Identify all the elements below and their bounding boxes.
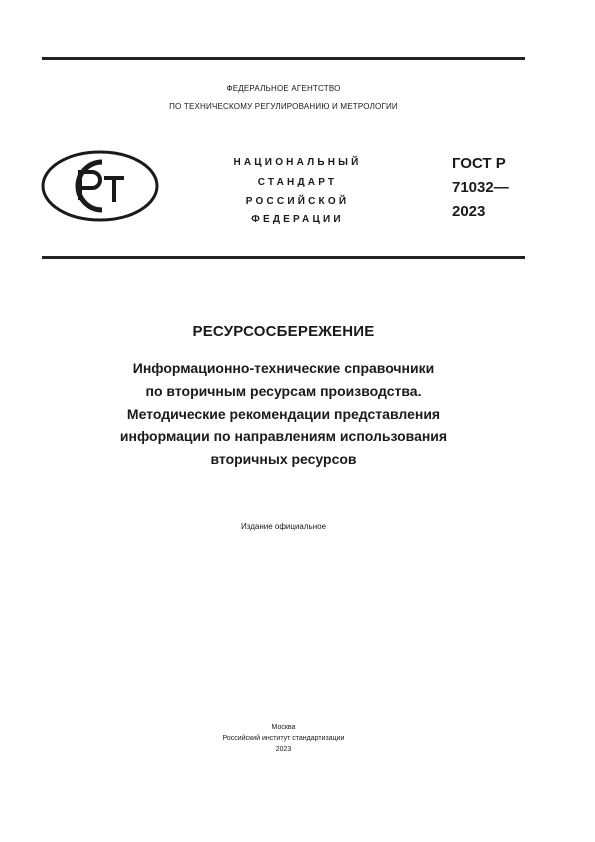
gost-r-logo-icon: [40, 148, 160, 224]
subtitle-line-3: Методические рекомендации представления: [126, 406, 441, 422]
imprint-year: 2023: [275, 746, 292, 753]
standard-line-2: СТАНДАРТ: [257, 177, 338, 188]
designation-line-1: ГОСТ Р: [452, 155, 506, 172]
subtitle-line-1: Информационно-технические справочники: [132, 360, 435, 376]
agency-name-line-2: ПО ТЕХНИЧЕСКОМУ РЕГУЛИРОВАНИЮ И МЕТРОЛОГИИ: [169, 102, 398, 111]
designation-line-2: 71032—: [452, 179, 509, 196]
header-bottom-rule: [42, 256, 525, 259]
designation-line-3: 2023: [452, 203, 486, 220]
document-title: РЕСУРСОСБЕРЕЖЕНИЕ: [192, 323, 375, 340]
imprint-publisher: Российский институт стандартизации: [222, 735, 345, 742]
standard-line-3: РОССИЙСКОЙ: [245, 196, 350, 207]
subtitle-line-5: вторичных ресурсов: [210, 451, 357, 467]
standard-line-4: ФЕДЕРАЦИИ: [251, 214, 344, 225]
imprint-city: Москва: [271, 724, 296, 731]
subtitle-line-4: информации по направлениям использования: [119, 428, 448, 444]
subtitle-line-2: по вторичным ресурсам производства.: [145, 383, 422, 399]
top-rule: [42, 57, 525, 60]
standard-line-1: НАЦИОНАЛЬНЫЙ: [233, 157, 362, 168]
agency-name-line-1: ФЕДЕРАЛЬНОЕ АГЕНТСТВО: [226, 84, 341, 93]
edition-note: Издание официальное: [240, 522, 327, 531]
